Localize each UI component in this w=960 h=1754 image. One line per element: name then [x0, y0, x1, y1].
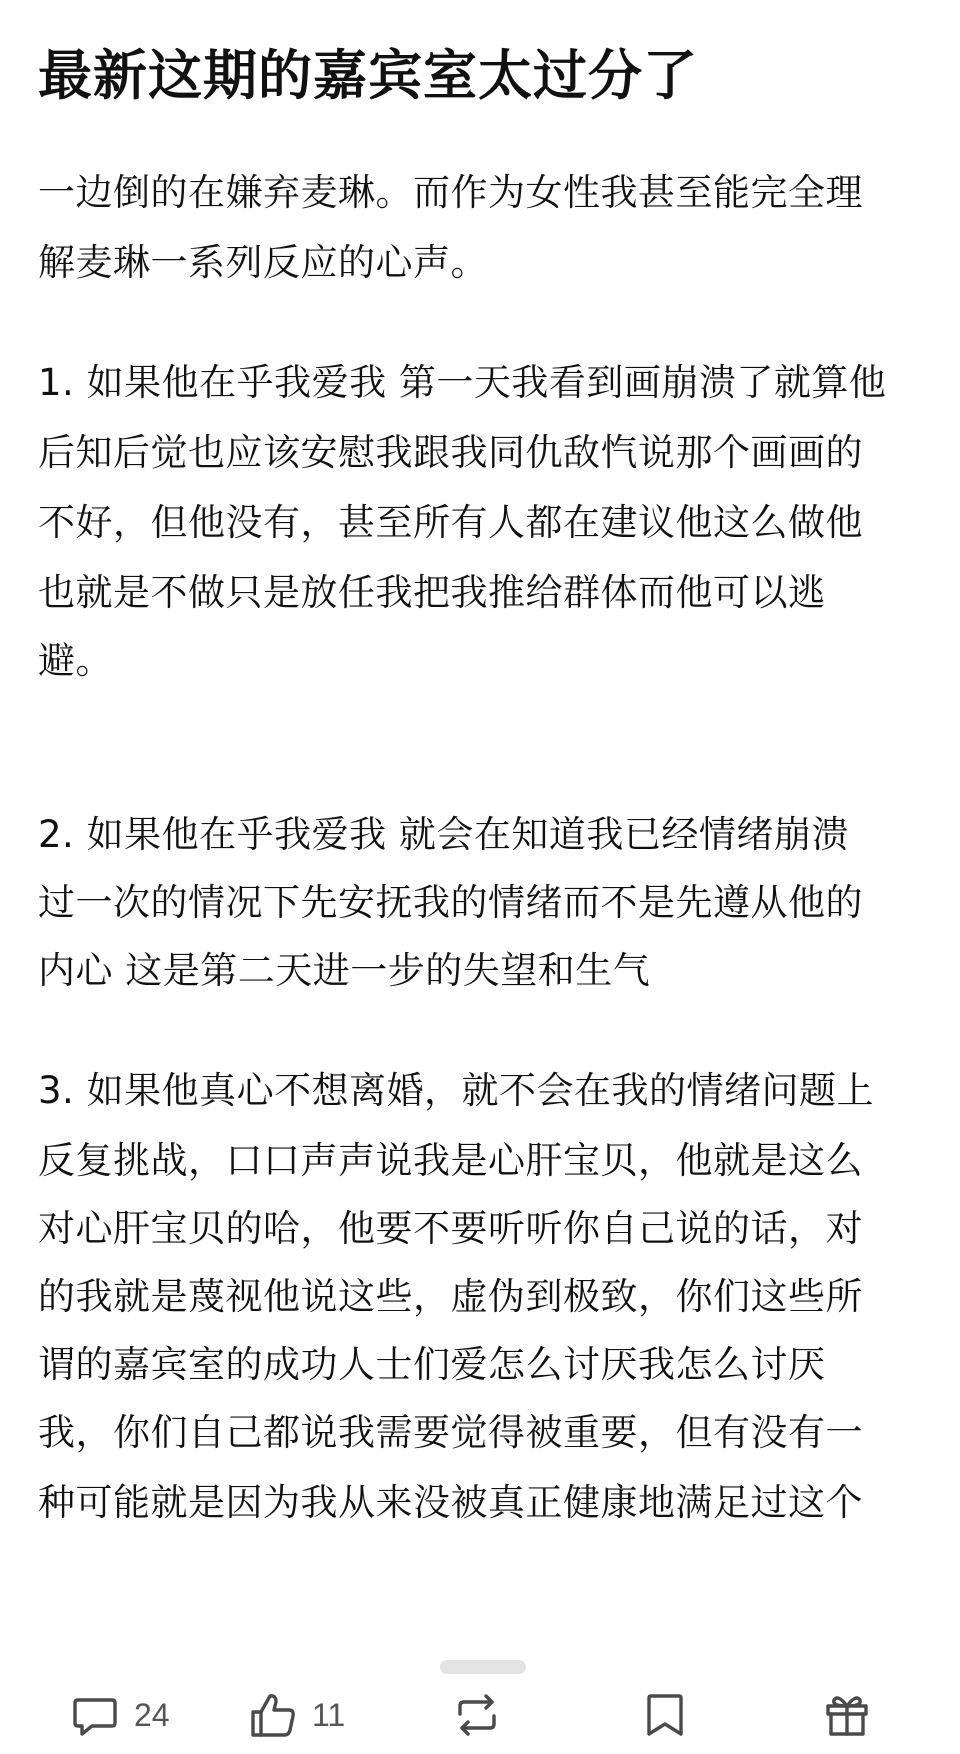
intro-line-1: 一边倒的在嫌弃麦琳。而作为女性我甚至能完全理 [38, 171, 863, 214]
comment-icon [70, 1690, 120, 1740]
point-3-line-6: 我，你们自己都说我需要觉得被重要，但有没有一 [38, 1411, 863, 1454]
repost-icon [452, 1690, 502, 1740]
like-button[interactable] [248, 1686, 345, 1744]
intro-line-2: 解麦琳一系列反应的心声。 [38, 241, 488, 284]
point-1-line-1: 1. 如果他在乎我爱我 第一天我看到画崩溃了就算他 [38, 361, 887, 404]
point-2-line-1: 2. 如果他在乎我爱我 就会在知道我已经情绪崩溃 [38, 813, 849, 856]
comment-count: 24 [134, 1696, 170, 1733]
post-title: 最新这期的嘉宾室太过分了 [38, 44, 698, 107]
point-1-line-5: 避。 [38, 639, 113, 682]
point-1-line-3: 不好，但他没有，甚至所有人都在建议他这么做他 [38, 501, 863, 544]
point-3-line-5: 谓的嘉宾室的成功人士们爱怎么讨厌我怎么讨厌 [38, 1343, 826, 1386]
point-2-line-3: 内心 这是第二天进一步的失望和生气 [38, 949, 651, 992]
gift-button[interactable] [822, 1686, 872, 1744]
point-1-line-2: 后知后觉也应该安慰我跟我同仇敌忾说那个画画的 [38, 431, 863, 474]
thumbs-up-icon [248, 1690, 298, 1740]
scroll-handle[interactable] [440, 1660, 526, 1674]
repost-button[interactable] [452, 1686, 502, 1744]
point-3-line-4: 的我就是蔑视他说这些，虚伪到极致，你们这些所 [38, 1275, 863, 1318]
point-3-line-7: 种可能就是因为我从来没被真正健康地满足过这个 [38, 1481, 863, 1524]
point-3-line-2: 反复挑战，口口声声说我是心肝宝贝，他就是这么 [38, 1139, 863, 1182]
point-3-line-1: 3. 如果他真心不想离婚，就不会在我的情绪问题上 [38, 1069, 875, 1112]
bookmark-icon [640, 1690, 690, 1740]
like-count: 11 [312, 1696, 346, 1733]
point-1-line-4: 也就是不做只是放任我把我推给群体而他可以逃 [38, 571, 826, 614]
point-3-line-3: 对心肝宝贝的哈，他要不要听听你自己说的话，对 [38, 1207, 863, 1250]
gift-icon [822, 1690, 872, 1740]
comment-button[interactable] [70, 1686, 170, 1744]
bookmark-button[interactable] [640, 1686, 690, 1744]
point-2-line-2: 过一次的情况下先安抚我的情绪而不是先遵从他的 [38, 881, 863, 924]
